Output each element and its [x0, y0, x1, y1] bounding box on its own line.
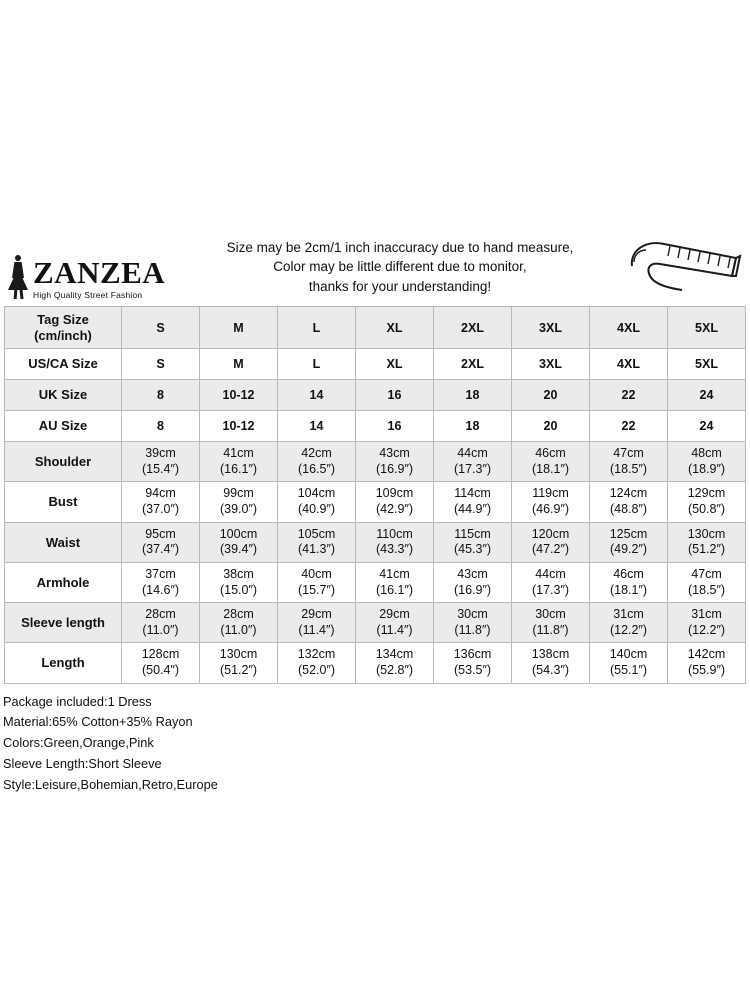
cell-cm: 37cm [145, 566, 176, 581]
cell-inch: (16.9″) [375, 461, 414, 476]
cell [434, 562, 512, 602]
cell-inch: (11.0″) [142, 622, 179, 637]
cell-inch: (55.9″) [687, 663, 726, 678]
cell [434, 643, 512, 683]
cell-cm: 120cm [531, 526, 570, 541]
cell [668, 562, 746, 602]
cell-cm: 140cm [609, 647, 648, 662]
cell [668, 603, 746, 643]
table-row [5, 482, 746, 522]
cell-cm: 142cm [687, 647, 726, 662]
table-row [5, 307, 746, 349]
cell [434, 522, 512, 562]
cell-cm: 47cm [691, 566, 722, 581]
cell-inch: (16.9″) [453, 582, 492, 597]
cell [668, 482, 746, 522]
cell-cm: 29cm [379, 607, 410, 622]
cell-cm: 99cm [223, 486, 254, 501]
cell-cm: 130cm [219, 647, 258, 662]
cell: M [200, 307, 278, 349]
cell: 10-12 [200, 380, 278, 411]
cell-cm: 40cm [301, 566, 332, 581]
cell-inch: (18.1″) [531, 461, 570, 476]
notice-line-2: Color may be little different due to monitor, [273, 259, 527, 275]
cell: M [200, 349, 278, 380]
cell-cm: 28cm [223, 607, 254, 622]
cell [668, 643, 746, 683]
cell [200, 522, 278, 562]
cell [278, 603, 356, 643]
brand-name: ZANZEA [33, 254, 166, 290]
brand-tagline: High Quality Street Fashion [33, 289, 143, 300]
cell-inch: (41.3″) [297, 542, 336, 557]
cell: 18 [434, 380, 512, 411]
row-header-au-size: AU Size [5, 411, 122, 442]
cell-cm: 38cm [223, 566, 254, 581]
cell: 3XL [512, 349, 590, 380]
cell-inch: (11.0″) [220, 622, 257, 637]
cell [356, 522, 434, 562]
measurement-notice [176, 238, 624, 299]
cell-cm: 30cm [535, 607, 566, 622]
cell-cm: 29cm [301, 607, 332, 622]
cell-cm: 30cm [457, 607, 488, 622]
cell-cm: 43cm [457, 566, 488, 581]
cell-inch: (14.6″) [141, 582, 180, 597]
cell-cm: 138cm [531, 647, 570, 662]
cell-inch: (52.0″) [297, 663, 336, 678]
cell-cm: 114cm [454, 486, 491, 501]
cell-inch: (45.3″) [453, 542, 492, 557]
cell-cm: 109cm [375, 486, 414, 501]
cell-inch: (39.0″) [219, 502, 258, 517]
cell [356, 482, 434, 522]
cell: 3XL [512, 307, 590, 349]
cell [278, 442, 356, 482]
cell-cm: 43cm [379, 446, 410, 461]
cell-inch: (16.5″) [297, 461, 336, 476]
notice-line-3: thanks for your understanding! [308, 278, 492, 294]
cell [122, 603, 200, 643]
cell: 22 [590, 411, 668, 442]
cell-inch: (49.2″) [609, 542, 648, 557]
cell-inch: (53.5″) [453, 663, 492, 678]
cell-cm: 28cm [145, 607, 176, 622]
cell: 5XL [668, 307, 746, 349]
row-header-waist: Waist [5, 522, 122, 562]
cell [590, 442, 668, 482]
cell-cm: 129cm [687, 486, 726, 501]
cell-inch: (18.9″) [687, 461, 726, 476]
cell [200, 643, 278, 683]
cell-cm: 41cm [379, 566, 410, 581]
cell: 4XL [590, 349, 668, 380]
cell [668, 522, 746, 562]
cell-inch: (17.3″) [453, 461, 492, 476]
cell [200, 482, 278, 522]
row-header-sleeve-length: Sleeve length [5, 603, 122, 643]
cell [434, 603, 512, 643]
cell [512, 482, 590, 522]
cell-inch: (51.2″) [687, 542, 726, 557]
cell-cm: 136cm [453, 647, 492, 662]
cell-inch: (37.4″) [141, 542, 180, 557]
cell-inch: (52.8″) [375, 663, 414, 678]
cell-cm: 95cm [145, 526, 176, 541]
cell: 10-12 [200, 411, 278, 442]
measuring-tape-icon [624, 236, 744, 302]
row-header-uk-size: UK Size [5, 380, 122, 411]
table-row [5, 643, 746, 683]
note-colors: Colors:Green,Orange,Pink [3, 735, 154, 751]
table-row [5, 603, 746, 643]
cell [278, 562, 356, 602]
chart-header [0, 232, 750, 306]
cell-cm: 124cm [609, 486, 648, 501]
cell-cm: 44cm [535, 566, 566, 581]
cell: S [122, 307, 200, 349]
cell-cm: 46cm [535, 446, 566, 461]
cell-inch: (15.7″) [297, 582, 336, 597]
cell [200, 603, 278, 643]
cell-inch: (48.8″) [609, 502, 648, 517]
cell-inch: (37.0″) [141, 502, 180, 517]
cell-inch: (12.2″) [687, 622, 726, 637]
cell-cm: 44cm [457, 446, 488, 461]
cell-inch: (11.8″) [454, 622, 491, 637]
cell-inch: (39.4″) [219, 542, 258, 557]
cell [590, 522, 668, 562]
table-row [5, 562, 746, 602]
table-row [5, 522, 746, 562]
cell [512, 442, 590, 482]
cell: XL [356, 349, 434, 380]
cell: 2XL [434, 349, 512, 380]
cell: 24 [668, 411, 746, 442]
cell: 2XL [434, 307, 512, 349]
cell-inch: (47.2″) [531, 542, 570, 557]
cell-inch: (55.1″) [609, 663, 648, 678]
cell-inch: (18.5″) [609, 461, 648, 476]
cell: 8 [122, 380, 200, 411]
cell-inch: (40.9″) [297, 502, 336, 517]
cell-inch: (46.9″) [531, 502, 570, 517]
cell [668, 442, 746, 482]
table-row [5, 349, 746, 380]
cell: 20 [512, 380, 590, 411]
size-table [4, 306, 746, 684]
cell [512, 522, 590, 562]
cell: 4XL [590, 307, 668, 349]
note-package: Package included:1 Dress [3, 693, 152, 709]
cell-inch: (11.4″) [376, 622, 413, 637]
cell-cm: 134cm [375, 647, 414, 662]
cell [356, 603, 434, 643]
cell [122, 643, 200, 683]
woman-silhouette-icon [6, 253, 32, 299]
cell-cm: 100cm [219, 526, 258, 541]
cell-inch: (18.5″) [687, 582, 726, 597]
cell: XL [356, 307, 434, 349]
cell [122, 522, 200, 562]
cell-cm: 47cm [613, 446, 644, 461]
cell [356, 442, 434, 482]
cell-inch: (15.0″) [219, 582, 258, 597]
cell: 24 [668, 380, 746, 411]
cell-inch: (43.3″) [375, 542, 414, 557]
cell: 16 [356, 380, 434, 411]
cell [590, 603, 668, 643]
cell-cm: 94cm [145, 486, 176, 501]
note-style: Style:Leisure,Bohemian,Retro,Europe [3, 776, 218, 792]
row-header-armhole: Armhole [5, 562, 122, 602]
cell-cm: 105cm [297, 526, 336, 541]
cell-inch: (16.1″) [219, 461, 258, 476]
cell-inch: (44.9″) [453, 502, 492, 517]
cell-cm: 42cm [301, 446, 332, 461]
brand-logo [6, 239, 176, 299]
cell: 16 [356, 411, 434, 442]
row-header-shoulder: Shoulder [5, 442, 122, 482]
cell-cm: 46cm [613, 566, 644, 581]
table-row [5, 411, 746, 442]
cell-cm: 41cm [223, 446, 254, 461]
cell-cm: 104cm [297, 486, 336, 501]
cell-inch: (11.4″) [298, 622, 335, 637]
row-header-line-1: Tag Size [37, 312, 89, 327]
cell-inch: (42.9″) [375, 502, 414, 517]
cell-cm: 132cm [297, 647, 336, 662]
cell [356, 643, 434, 683]
cell-inch: (11.8″) [532, 622, 569, 637]
notice-line-1: Size may be 2cm/1 inch inaccuracy due to hand measure, [226, 240, 574, 256]
cell-cm: 31cm [613, 607, 644, 622]
cell [590, 562, 668, 602]
cell-inch: (54.3″) [531, 663, 570, 678]
note-material: Material:65% Cotton+35% Rayon [3, 714, 193, 730]
row-header-line-2: (cm/inch) [34, 327, 92, 343]
cell-cm: 39cm [145, 446, 176, 461]
cell [512, 562, 590, 602]
cell [122, 562, 200, 602]
cell-inch: (18.1″) [609, 582, 648, 597]
cell-cm: 48cm [691, 446, 722, 461]
cell [200, 562, 278, 602]
row-header-bust: Bust [5, 482, 122, 522]
cell [122, 442, 200, 482]
cell [512, 603, 590, 643]
cell [200, 442, 278, 482]
size-table-body [5, 307, 746, 684]
cell: 14 [278, 380, 356, 411]
cell: 22 [590, 380, 668, 411]
cell [590, 643, 668, 683]
cell-inch: (12.2″) [609, 622, 648, 637]
cell-cm: 130cm [687, 526, 726, 541]
cell-inch: (16.1″) [375, 582, 414, 597]
cell-inch: (17.3″) [531, 582, 570, 597]
cell: L [278, 307, 356, 349]
row-header-us-ca-size: US/CA Size [5, 349, 122, 380]
cell [122, 482, 200, 522]
cell-cm: 115cm [454, 526, 491, 541]
cell-cm: 110cm [376, 526, 413, 541]
cell: 5XL [668, 349, 746, 380]
product-notes [0, 692, 750, 796]
cell [356, 562, 434, 602]
cell [278, 643, 356, 683]
table-row [5, 380, 746, 411]
row-header-tag-size [5, 307, 122, 349]
cell: 20 [512, 411, 590, 442]
cell: 8 [122, 411, 200, 442]
cell-inch: (15.4″) [141, 461, 180, 476]
cell-inch: (51.2″) [219, 663, 258, 678]
row-header-length: Length [5, 643, 122, 683]
cell [278, 482, 356, 522]
table-row [5, 442, 746, 482]
cell-inch: (50.8″) [687, 502, 726, 517]
cell [278, 522, 356, 562]
cell [512, 643, 590, 683]
note-sleeve-length: Sleeve Length:Short Sleeve [3, 755, 162, 771]
cell: L [278, 349, 356, 380]
cell-cm: 128cm [141, 647, 180, 662]
cell-cm: 125cm [609, 526, 648, 541]
size-chart-sheet [0, 232, 750, 795]
cell: 18 [434, 411, 512, 442]
cell [434, 442, 512, 482]
cell: S [122, 349, 200, 380]
cell: 14 [278, 411, 356, 442]
cell-cm: 119cm [532, 486, 569, 501]
cell [434, 482, 512, 522]
cell-cm: 31cm [691, 607, 722, 622]
cell [590, 482, 668, 522]
cell-inch: (50.4″) [141, 663, 180, 678]
